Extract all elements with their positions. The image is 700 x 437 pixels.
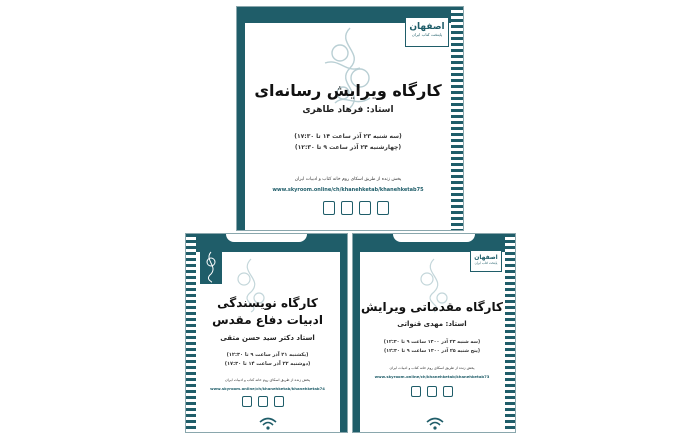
- sponsor-logo-icon: [411, 386, 421, 397]
- left-rail: [353, 234, 360, 432]
- session-date-1: (سه شنبه ۲۳ آذر ۱۴۰۰ ساعت ۹ تا ۱۲:۳۰): [383, 340, 481, 345]
- sponsor-logo-icon: [274, 396, 284, 407]
- sponsor-logo-icon: [427, 386, 437, 397]
- teacher-name: استاد: مهدی قنواتی: [397, 320, 467, 328]
- sponsor-logo-icon: [323, 201, 335, 215]
- right-stripes: [451, 7, 463, 230]
- sponsor-logo-icon: [359, 201, 371, 215]
- sponsor-logo-icon: [258, 396, 268, 407]
- teacher-name: استاد دکتر سید حسن متقی: [220, 334, 315, 342]
- sponsor-logo-icon: [443, 386, 453, 397]
- poster-top: [236, 6, 464, 231]
- wifi-icon: [425, 416, 445, 430]
- session-date-1: (سه شنبه ۲۳ آذر ساعت ۱۴ تا ۱۷:۳۰): [294, 133, 402, 140]
- right-stripes: [505, 234, 515, 432]
- poster-title: کارگاه مقدماتی ویرایش: [361, 300, 503, 314]
- left-rail: [237, 7, 245, 230]
- left-stripes: [186, 234, 196, 432]
- poster-title-line-2: ادبیات دفاع مقدس: [212, 313, 323, 327]
- sponsor-logo-icon: [341, 201, 353, 215]
- poster-bottom-right: [352, 233, 516, 433]
- broadcast-note: پخش زنده از طریق اسکای روم خانه کتاب و ادبیات ایران: [389, 366, 475, 370]
- top-notch: [226, 234, 307, 242]
- badge-flower-icon: [200, 248, 222, 284]
- broadcast-note: پخش زنده از طریق اسکای روم خانه کتاب و ادبیات ایران: [294, 177, 402, 182]
- poster-bottom-left: [185, 233, 348, 433]
- sponsor-logo-icon: [377, 201, 389, 215]
- session-date-2: (پنج شنبه ۲۵ آذر ۱۴۰۰ ساعت ۹ تا ۱۲:۳۰): [383, 349, 481, 354]
- badge-city: اصفهان: [409, 22, 445, 32]
- poster-title: کارگاه ویرایش رسانه‌ای: [254, 81, 442, 100]
- poster-title-line-1: کارگاه نویسندگی: [217, 296, 318, 310]
- badge-city: اصفهان: [474, 254, 498, 261]
- sponsor-logos: [242, 396, 284, 407]
- teacher-name: استاد: فرهاد طاهری: [302, 105, 394, 115]
- broadcast-note: پخش زنده از طریق اسکای روم خانه کتاب و ادبیات ایران: [224, 378, 311, 382]
- session-date-2: (چهارشنبه ۲۴ آذر ساعت ۹ تا ۱۲:۳۰): [294, 144, 402, 151]
- city-badge: [200, 248, 222, 284]
- top-notch: [393, 234, 475, 242]
- session-date-1: (یکشنبه ۲۱ آذر ساعت ۹ تا ۱۲:۳۰): [226, 352, 309, 358]
- badge-sub: پایتخت کتاب ایران: [411, 32, 443, 37]
- skyroom-link[interactable]: www.skyroom.online/ch/khanehketab/khanehketab74: [210, 386, 325, 391]
- session-date-2: (دوشنبه ۲۲ آذر ساعت ۱۴ تا ۱۷:۳۰): [224, 361, 311, 367]
- city-badge: [470, 250, 502, 272]
- badge-sub: پایتخت کتاب ایران: [474, 261, 498, 265]
- skyroom-link[interactable]: www.skyroom.online/ch/khanehketab/khanehketab75: [272, 187, 424, 193]
- sponsor-logos: [411, 386, 453, 397]
- city-badge: [405, 17, 449, 47]
- sponsor-logo-icon: [242, 396, 252, 407]
- right-rail: [340, 234, 347, 432]
- sponsor-logos: [323, 201, 389, 215]
- skyroom-link[interactable]: www.skyroom.online/ch/khanehketab/khanehketab73: [374, 374, 490, 379]
- wifi-icon: [258, 416, 278, 430]
